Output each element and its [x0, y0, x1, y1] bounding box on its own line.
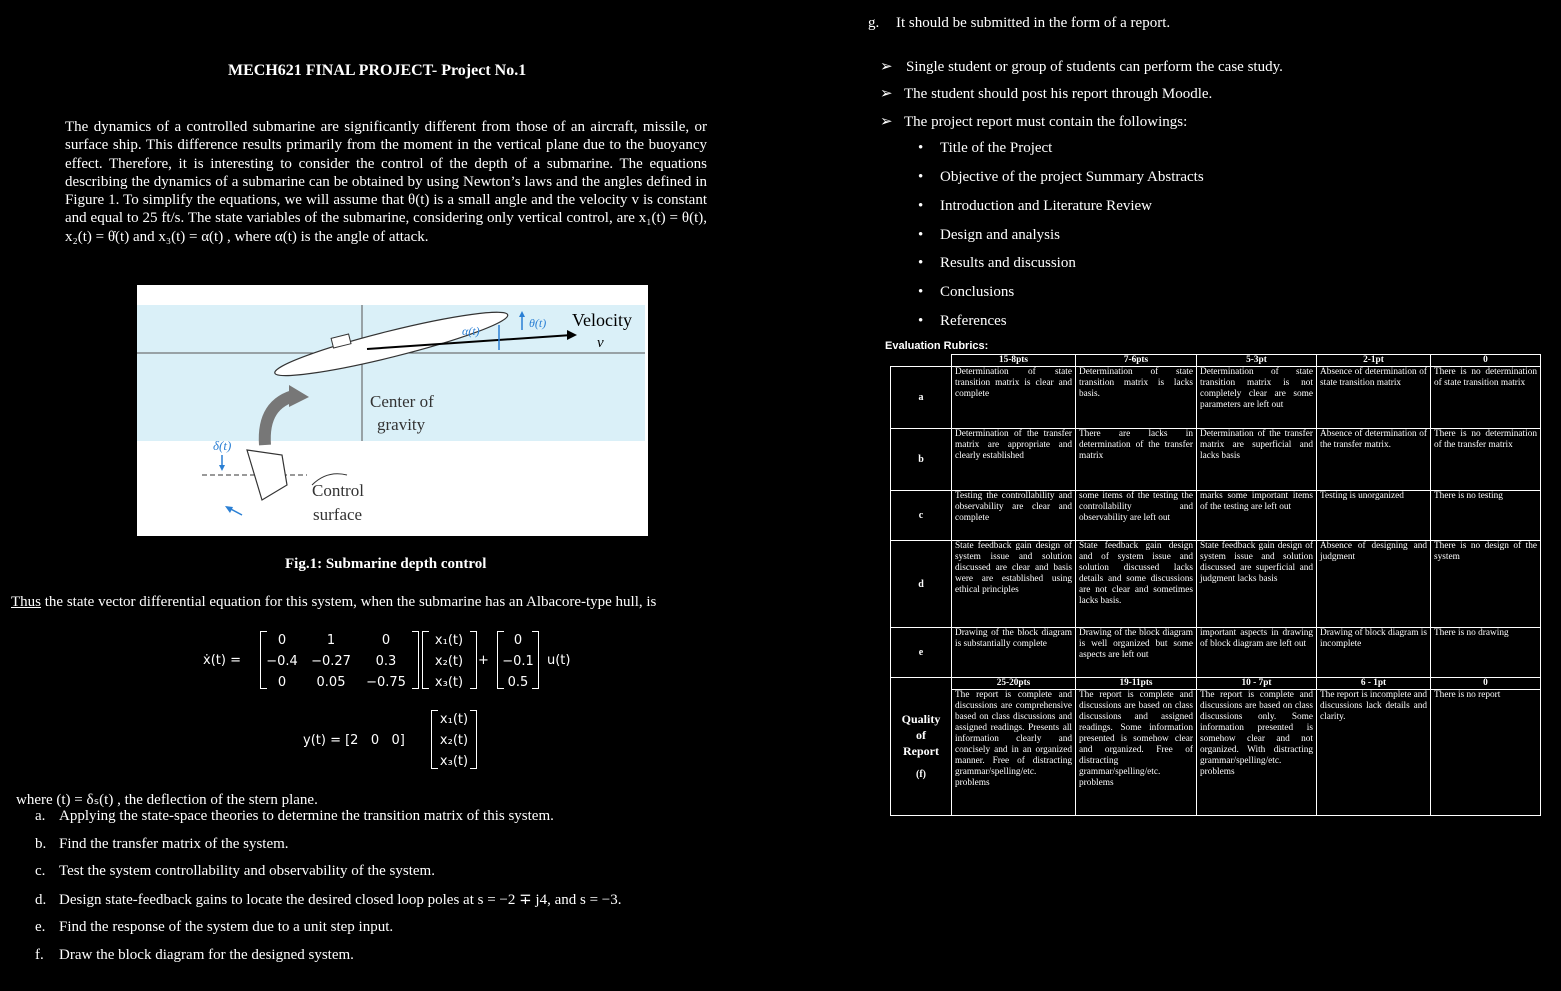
report-section-text: Results and discussion — [940, 255, 1076, 271]
report-section-text: Title of the Project — [940, 140, 1053, 156]
arrow-bullet-icon: ➢ — [880, 86, 893, 102]
rubric-cell: important aspects in drawing of block diagram are left out — [1197, 628, 1317, 678]
quality-label-cell — [891, 678, 952, 816]
rubric-cell: Absence of designing and judgment — [1317, 541, 1431, 628]
state-eq-lhs: ẋ(t) = — [203, 653, 241, 668]
rubric-header: 10 - 7pt — [1197, 678, 1317, 690]
rubric-cell: Determination of the transfer matrix are superficial and lacks basis — [1197, 429, 1317, 491]
thus-word: Thus — [11, 594, 41, 610]
rubric-header: 15-8pts — [952, 355, 1076, 367]
rubric-row-e — [891, 628, 1541, 678]
submarine-diagram — [137, 285, 648, 536]
rubric-header: 2-1pt — [1317, 355, 1431, 367]
x-cell: x₃(t) — [439, 754, 469, 769]
rubric-header: 19-11pts — [1076, 678, 1197, 690]
rubric-cell: Absence of determination of state transition matrix — [1317, 367, 1431, 429]
state-equation-intro — [11, 594, 656, 611]
report-section-item — [918, 140, 1052, 157]
report-section-item — [918, 227, 1060, 244]
plus-sign: + — [478, 653, 489, 668]
rubric-cell: Determination of state transition matrix is lacks basis. — [1076, 367, 1197, 429]
page-title: MECH621 FINAL PROJECT- Project No.1 — [228, 62, 527, 79]
rubric-cell: State feedback gain design and of system issue and solution discussed lacks details and some discussions are not clear and sometimes lacks basis. — [1076, 541, 1197, 628]
where-text: where (t) = δₛ(t) , the deflection of the stern plane. — [16, 792, 318, 808]
question-c — [35, 863, 435, 880]
report-section-item — [918, 169, 1204, 186]
state-vector — [427, 633, 471, 690]
arrow-bullet-icon: ➢ — [880, 59, 893, 75]
question-text: Test the system controllability and observability of the system. — [59, 863, 435, 879]
question-text: Find the response of the system due to a unit step input. — [59, 919, 394, 935]
arrow-item — [880, 112, 1187, 131]
rubric-cell: There is no determination of state transition matrix — [1431, 367, 1541, 429]
submarine-figure — [137, 285, 648, 536]
quality-label: of — [916, 727, 926, 742]
arrow-item-text: Single student or group of students can perform the case study. — [906, 59, 1283, 75]
rubric-cell: There is no design of the system — [1431, 541, 1541, 628]
rubric-header: 25-20pts — [952, 678, 1076, 690]
rubric-title: Evaluation Rubrics: — [885, 340, 989, 352]
bullet-icon: • — [918, 313, 924, 329]
cg-label-2: gravity — [377, 415, 426, 434]
theta-label: θ(t) — [529, 316, 547, 330]
rubric-cell: Testing the controllability and observability are clear and complete — [952, 491, 1076, 541]
rubric-cell: Absence of determination of the transfer matrix. — [1317, 429, 1431, 491]
quality-label: (f) — [916, 768, 926, 780]
thus-rest: the state vector differential equation for this system, when the submarine has an Albacore-type hull, is — [41, 594, 657, 610]
rubric-row-c — [891, 491, 1541, 541]
A-cell: 0.3 — [375, 654, 397, 669]
x-cell: x₃(t) — [434, 675, 464, 690]
rubric-cell: Testing is unorganized — [1317, 491, 1431, 541]
rubric-row-label: c — [891, 491, 952, 541]
figure-caption: Fig.1: Submarine depth control — [285, 556, 487, 572]
rubric-cell: There is no drawing — [1431, 628, 1541, 678]
question-text: Applying the state-space theories to determine the transition matrix of this system. — [59, 808, 554, 824]
report-section-text: Design and analysis — [940, 227, 1060, 243]
cg-label-1: Center of — [370, 392, 434, 411]
rubric-row-a — [891, 367, 1541, 429]
arrow-item-text: The student should post his report through Moodle. — [904, 86, 1213, 102]
report-section-item — [918, 313, 1007, 330]
rubric-row-d — [891, 541, 1541, 628]
A-cell: 0 — [277, 633, 287, 648]
item-g-label: g. — [868, 15, 880, 31]
bullet-icon: • — [918, 255, 924, 271]
rubric-row-label: e — [891, 628, 952, 678]
control-label-1: Control — [312, 481, 364, 500]
rubric-cell: Drawing of block diagram is incomplete — [1317, 628, 1431, 678]
rubric-cell: State feedback gain design of system issue and solution discussed are superficial and judgment lacks basis — [1197, 541, 1317, 628]
rubric-cell: Determination of state transition matrix is not completely clear are some parameters are left out — [1197, 367, 1317, 429]
report-section-item — [918, 255, 1076, 272]
rubric-table — [890, 354, 1541, 816]
question-f — [35, 947, 354, 964]
report-section-item — [918, 198, 1152, 215]
rubric-row-quality — [891, 690, 1541, 816]
x-cell: x₂(t) — [434, 654, 464, 669]
x-cell: x₂(t) — [439, 733, 469, 748]
rubric-header: 7-6pts — [1076, 355, 1197, 367]
arrow-item — [880, 57, 1283, 76]
A-cell: 0 — [381, 633, 391, 648]
rubric-header-row-2 — [891, 678, 1541, 690]
rubric-cell: There is no determination of the transfer matrix — [1431, 429, 1541, 491]
rubric-header: 6 - 1pt — [1317, 678, 1431, 690]
rubric-cell: Determination of the transfer matrix are appropriate and clearly established — [952, 429, 1076, 491]
rubric-cell: The report is complete and discussions are based on class discussions and assigned readings. Some information presented is somehow clear and organized. Free of distracting grammar/spelling/etc. problems — [1076, 690, 1197, 816]
bullet-icon: • — [918, 284, 924, 300]
rubric-header: 0 — [1431, 678, 1541, 690]
rubric-cell: Determination of state transition matrix is clear and complete — [952, 367, 1076, 429]
rubric-cell: some items of the testing the controllability and observability are left out — [1076, 491, 1197, 541]
input-symbol: u(t) — [547, 653, 571, 668]
question-label: c. — [35, 863, 46, 879]
rubric-row-label: d — [891, 541, 952, 628]
control-label-2: surface — [313, 505, 363, 524]
question-d — [35, 890, 622, 909]
rubric-cell: There is no report — [1431, 690, 1541, 816]
item-g-text: It should be submitted in the form of a report. — [896, 15, 1171, 31]
rubric-cell: The report is complete and discussions are comprehensive based on class discussions and assigned readings. Presents all information clearly and concisely and in an organized manner. Free of distracting grammar/spelling/etc. problems — [952, 690, 1076, 816]
bullet-icon: • — [918, 140, 924, 156]
question-label: a. — [35, 808, 46, 824]
rubric-header-row — [891, 355, 1541, 367]
delta-label: δ(t) — [213, 438, 232, 453]
question-e — [35, 919, 393, 936]
rubric-row-label: b — [891, 429, 952, 491]
rubric-row-b — [891, 429, 1541, 491]
report-section-text: Introduction and Literature Review — [940, 198, 1153, 214]
velocity-label: Velocity — [572, 310, 632, 330]
rubric-cell: The report is complete and discussions are based on class discussions only. Some information presented is somehow clear and not organized. With distracting grammar/spelling/etc. problems — [1197, 690, 1317, 816]
question-label: f. — [35, 947, 44, 963]
question-label: b. — [35, 836, 47, 852]
x-cell: x₁(t) — [434, 633, 464, 648]
bullet-icon: • — [918, 227, 924, 243]
report-section-text: References — [940, 313, 1007, 329]
rubric-header: 5-3pt — [1197, 355, 1317, 367]
rubric-cell: State feedback gain design of system issue and solution discussed are clear and basis were are established using ethical principles — [952, 541, 1076, 628]
question-a — [35, 808, 554, 825]
quality-label: Quality — [901, 711, 941, 726]
rubric-cell: marks some important items of the testing are left out — [1197, 491, 1317, 541]
quality-label: Report — [903, 743, 939, 758]
arrow-item-text: The project report must contain the followings: — [904, 114, 1188, 130]
item-g — [868, 15, 1170, 32]
rubric-cell: Drawing of the block diagram is substantially complete — [952, 628, 1076, 678]
alpha-label: α(t) — [462, 324, 480, 338]
question-text: Design state-feedback gains to locate the desired closed loop poles at s = −2 ∓ j4, and s = −3. — [59, 892, 622, 908]
intro-paragraph: The dynamics of a controlled submarine are significantly different from those of an aircraft, missile, or surface ship. This difference results primarily from the moment in the vertical plane due to the buoyancy effect. Therefore, it is interesting to consider the control of the depth of a submarine. The equations describing the dynamics of a submarine can be obtained by using Newton’s laws and the angles defined in Figure 1. To simplify the equations, we will assume that θ(t) is a small angle and the velocity v is constant and equal to 25 ft/s. The state variables of the submarine, considering only vertical control, are x₁(t) = θ(t), x₂(t) = θ̇(t) and x₃(t) = α(t) , where α(t) is the angle of attack. — [65, 119, 707, 245]
A-cell: 1 — [326, 633, 336, 648]
rubric-cell: Drawing of the block diagram is well organized but some aspects are left out — [1076, 628, 1197, 678]
A-cell: −0.27 — [311, 654, 351, 669]
report-section-item — [918, 284, 1014, 301]
rubric-cell: There are lacks in determination of the transfer matrix — [1076, 429, 1197, 491]
A-cell: 0.05 — [316, 675, 346, 690]
rubric-row-label: a — [891, 367, 952, 429]
B-cell: 0 — [513, 633, 523, 648]
question-text: Draw the block diagram for the designed system. — [59, 947, 354, 963]
question-text: Find the transfer matrix of the system. — [59, 836, 289, 852]
arrow-bullet-icon: ➢ — [880, 114, 893, 130]
question-label: d. — [35, 892, 47, 908]
A-cell: −0.4 — [266, 654, 298, 669]
velocity-symbol: v — [597, 335, 604, 351]
bullet-icon: • — [918, 169, 924, 185]
output-eq-lhs: y(t) = [2 0 0] — [303, 733, 405, 748]
matrix-B — [499, 633, 537, 690]
report-section-text: Conclusions — [940, 284, 1015, 300]
question-b — [35, 836, 289, 853]
A-cell: −0.75 — [366, 675, 406, 690]
B-cell: 0.5 — [507, 675, 529, 690]
bullet-icon: • — [918, 198, 924, 214]
rubric-cell: There is no testing — [1431, 491, 1541, 541]
x-cell: x₁(t) — [439, 712, 469, 727]
matrix-A — [262, 633, 412, 690]
A-cell: 0 — [277, 675, 287, 690]
B-cell: −0.1 — [502, 654, 534, 669]
report-section-text: Objective of the project Summary Abstracts — [940, 169, 1204, 185]
rubric-header: 0 — [1431, 355, 1541, 367]
question-label: e. — [35, 919, 46, 935]
arrow-item — [880, 84, 1212, 103]
rubric-cell: The report is incomplete and discussions lack details and clarity. — [1317, 690, 1431, 816]
output-state-vector — [433, 712, 475, 769]
